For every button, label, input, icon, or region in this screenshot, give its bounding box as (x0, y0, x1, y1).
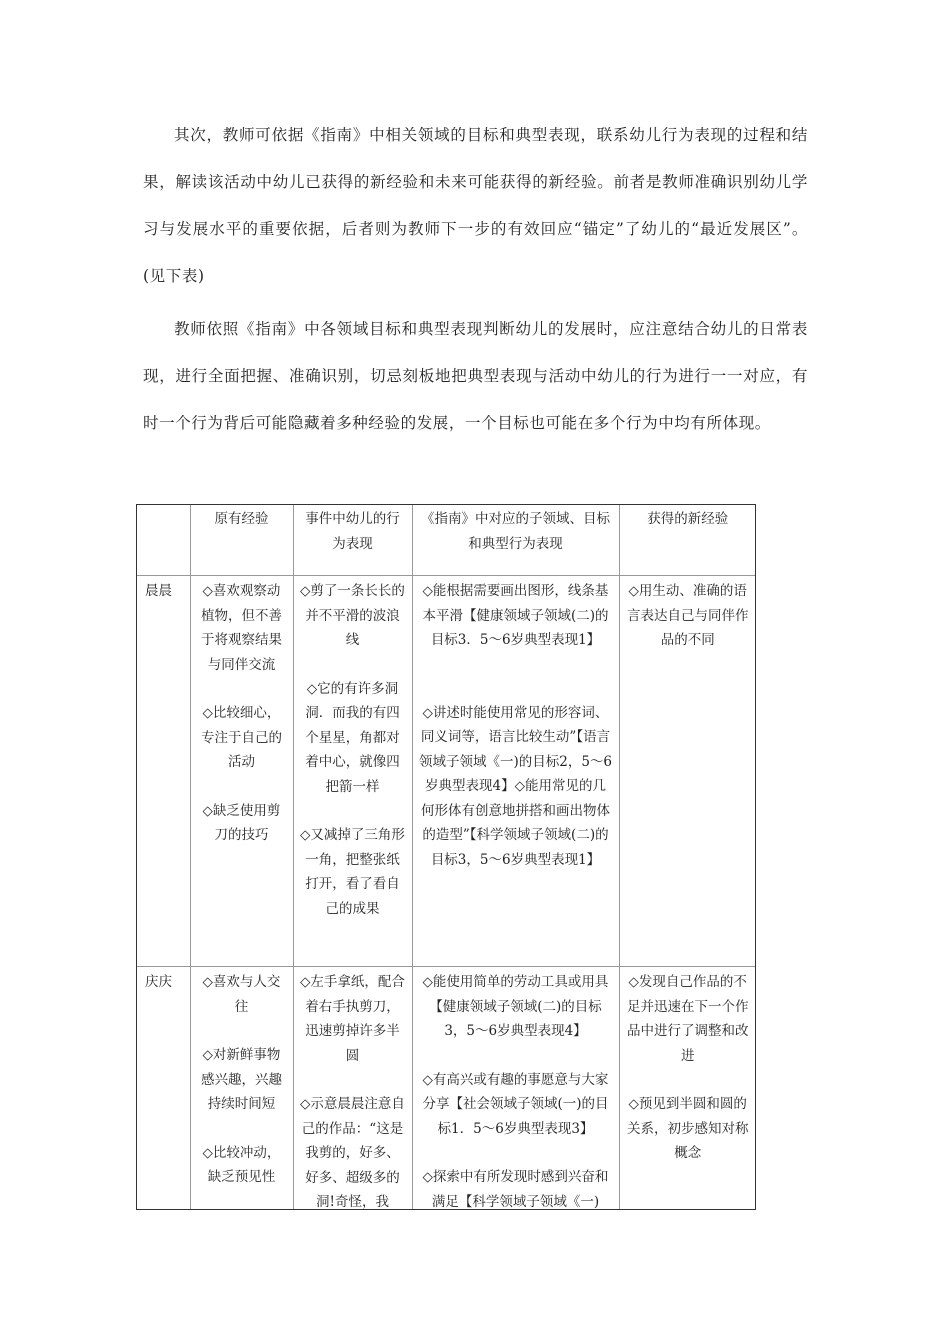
list-item: ◇示意晨晨注意自己的作品：“这是我剪的，好多、好多、超级多的洞!奇怪，我 (300, 1096, 405, 1210)
list-item: ◇左手拿纸，配合着右手执剪刀，迅速剪掉许多半圆 (300, 974, 405, 1064)
new-experience-cell (619, 967, 756, 1211)
child-name-cell: 庆庆 (137, 967, 190, 1211)
paragraph-2: 教师依照《指南》中各领域目标和典型表现判断幼儿的发展时，应注意结合幼儿的日常表现，进行全面把握、准确识别，切忌刻板地把典型表现与活动中幼儿的行为进行一一对应，有时一个行为背后可能隐藏着多种经验的发展，一个目标也可能在多个行为中均有所体现。 (143, 320, 808, 432)
list-item: ◇用生动、准确的语言表达自己与同伴作品的不同 (627, 583, 749, 648)
table-row (137, 576, 756, 967)
header-cell-new: 获得的新经验 (619, 505, 756, 576)
list-item: ◇缺乏使用剪刀的技巧 (202, 802, 281, 843)
header-cell-prior: 原有经验 (190, 505, 293, 576)
prior-experience-cell (190, 967, 293, 1211)
child-name-cell: 晨晨 (137, 576, 190, 967)
list-item: ◇预见到半圆和圆的关系，初步感知对称概念 (627, 1096, 749, 1161)
guide-reference-cell (412, 967, 619, 1211)
header-cell-name (137, 505, 190, 576)
table-header-row (137, 505, 756, 576)
paragraph-1: 其次，教师可依据《指南》中相关领域的目标和典型表现，联系幼儿行为表现的过程和结果，解读该活动中幼儿已获得的新经验和未来可能获得的新经验。前者是教师准确识别幼儿学习与发展水平的重要依据，后者则为教师下一步的有效回应“锚定”了幼儿的“最近发展区”。(见下表) (143, 126, 808, 285)
header-cell-guide: 《指南》中对应的子领域、目标和典型行为表现 (412, 505, 619, 576)
list-item: ◇有高兴或有趣的事愿意与大家分享【社会领域子领域(一)的目标1．5～6岁典型表现3】 (422, 1071, 609, 1137)
list-item: ◇喜欢与人交往 (202, 974, 281, 1015)
list-item: ◇比较冲动，缺乏预见性 (202, 1144, 281, 1185)
table-row (137, 967, 756, 1211)
list-item: ◇喜欢观察动植物，但不善于将观察结果与同伴交流 (201, 583, 282, 673)
behavior-cell (293, 576, 412, 967)
list-item: ◇能根据需要画出图形，线条基本平滑【健康领域子领域(二)的目标3．5～6岁典型表现1】 (422, 583, 609, 648)
list-item: ◇它的有许多洞洞．而我的有四个星星，角都对着中心，就像四把箭一样 (305, 680, 400, 795)
list-item: ◇能使用简单的劳动工具或用具【健康领域子领域(二)的目标3，5～6岁典型表现4】 (422, 974, 609, 1039)
list-item: ◇发现自己作品的不足并迅速在下一个作品中进行了调整和改进 (627, 974, 749, 1064)
list-item: ◇讲述时能使用常见的形容词、同义词等，语言比较生动”【语言领域子领域《一)的目标2，5～6岁典型表现4】◇能用常见的几何形体有创意地拼搭和画出物体的造型”【科学领域子领域(二)的目标3，5～6岁典型表现1】 (418, 704, 613, 868)
list-item: ◇剪了一条长长的并不平滑的波浪线 (300, 583, 405, 648)
prior-experience-cell (190, 576, 293, 967)
list-item: ◇又减掉了三角形一角，把整张纸打开，看了看自己的成果 (300, 827, 405, 917)
experience-table (136, 504, 756, 1210)
list-item: ◇对新鲜事物感兴趣，兴趣持续时间短 (201, 1047, 282, 1112)
header-cell-behavior: 事件中幼儿的行为表现 (293, 505, 412, 576)
guide-reference-cell (412, 576, 619, 967)
behavior-cell (293, 967, 412, 1211)
list-item: ◇探索中有所发现时感到兴奋和满足【科学领域子领域《一) (422, 1169, 609, 1210)
list-item: ◇比较细心，专注于自己的活动 (201, 705, 282, 770)
new-experience-cell (619, 576, 756, 967)
